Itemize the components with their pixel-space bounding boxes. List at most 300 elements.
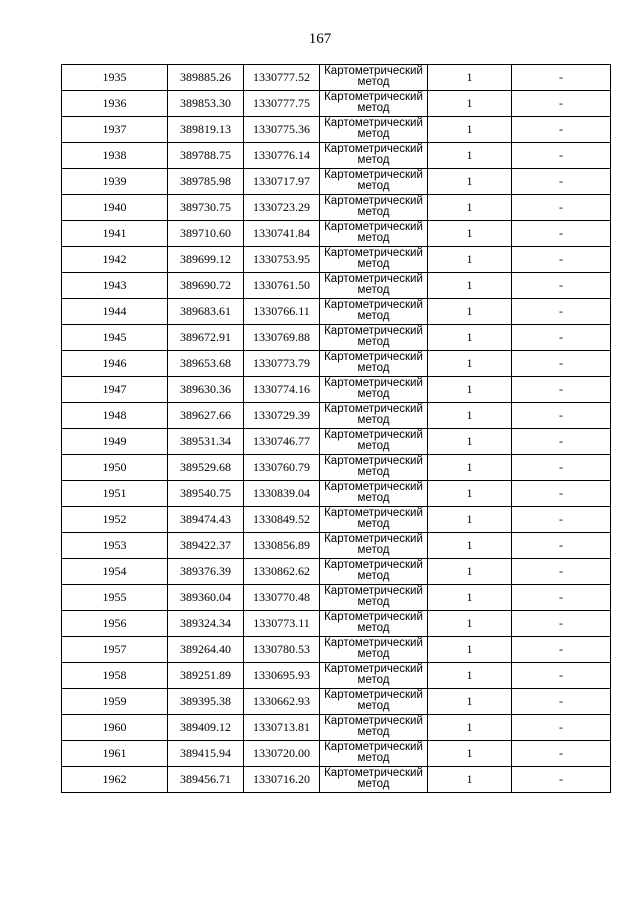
- method-line2-text: метод: [357, 466, 390, 478]
- id-text: 1940: [102, 200, 127, 214]
- note-text: -: [559, 460, 563, 474]
- y-coordinate-cell: [244, 585, 320, 611]
- point-number-cell: [62, 65, 168, 91]
- y-coordinate-cell: [244, 507, 320, 533]
- x-text: 389788.75: [180, 148, 231, 162]
- method-line1-text: Картометрический: [324, 65, 423, 77]
- method-line2-text: метод: [357, 284, 390, 296]
- table-row: [62, 65, 611, 91]
- y-text: 1330761.50: [253, 278, 310, 292]
- method-cell: [320, 455, 428, 481]
- accuracy-text: 1: [466, 668, 473, 682]
- accuracy-text: 1: [466, 356, 473, 370]
- y-text: 1330856.89: [253, 538, 310, 552]
- note-text: -: [559, 772, 563, 786]
- table-row: [62, 767, 611, 793]
- accuracy-cell: [428, 195, 512, 221]
- method-cell: [320, 273, 428, 299]
- y-coordinate-cell: [244, 299, 320, 325]
- note-cell: [512, 481, 611, 507]
- y-coordinate-cell: [244, 247, 320, 273]
- x-coordinate-cell: [168, 247, 244, 273]
- accuracy-cell: [428, 481, 512, 507]
- accuracy-cell: [428, 403, 512, 429]
- x-text: 389395.38: [180, 694, 231, 708]
- accuracy-cell: [428, 91, 512, 117]
- accuracy-cell: [428, 663, 512, 689]
- y-coordinate-cell: [244, 143, 320, 169]
- x-text: 389474.43: [180, 512, 231, 526]
- y-text: 1330760.79: [253, 460, 310, 474]
- accuracy-text: 1: [466, 772, 473, 786]
- y-coordinate-cell: [244, 403, 320, 429]
- table-row: [62, 585, 611, 611]
- point-number-cell: [62, 767, 168, 793]
- accuracy-cell: [428, 585, 512, 611]
- table-row: [62, 299, 611, 325]
- method-cell: [320, 169, 428, 195]
- x-coordinate-cell: [168, 195, 244, 221]
- method-line2-text: метод: [357, 440, 390, 452]
- y-text: 1330849.52: [253, 512, 310, 526]
- table-row: [62, 663, 611, 689]
- accuracy-text: 1: [466, 382, 473, 396]
- method-line2-text: метод: [357, 596, 390, 608]
- y-text: 1330662.93: [253, 694, 310, 708]
- page-number: 167: [308, 31, 332, 47]
- accuracy-text: 1: [466, 174, 473, 188]
- method-cell: [320, 65, 428, 91]
- y-coordinate-cell: [244, 533, 320, 559]
- method-cell: [320, 559, 428, 585]
- method-line1-text: Картометрический: [324, 325, 423, 337]
- table-row: [62, 325, 611, 351]
- y-text: 1330729.39: [253, 408, 310, 422]
- note-cell: [512, 767, 611, 793]
- method-line2-text: метод: [357, 492, 390, 504]
- note-cell: [512, 533, 611, 559]
- note-text: -: [559, 356, 563, 370]
- y-coordinate-cell: [244, 429, 320, 455]
- y-text: 1330777.52: [253, 70, 310, 84]
- note-text: -: [559, 668, 563, 682]
- table-row: [62, 273, 611, 299]
- table-row: [62, 169, 611, 195]
- accuracy-cell: [428, 65, 512, 91]
- accuracy-text: 1: [466, 486, 473, 500]
- y-text: 1330769.88: [253, 330, 310, 344]
- x-text: 389699.12: [180, 252, 231, 266]
- accuracy-text: 1: [466, 434, 473, 448]
- y-coordinate-cell: [244, 611, 320, 637]
- method-line2-text: метод: [357, 258, 390, 270]
- note-cell: [512, 585, 611, 611]
- y-text: 1330770.48: [253, 590, 310, 604]
- table-row: [62, 689, 611, 715]
- y-text: 1330775.36: [253, 122, 310, 136]
- method-line1-text: Картометрический: [324, 299, 423, 311]
- note-text: -: [559, 746, 563, 760]
- x-coordinate-cell: [168, 663, 244, 689]
- accuracy-cell: [428, 741, 512, 767]
- method-line2-text: метод: [357, 362, 390, 374]
- y-text: 1330746.77: [253, 434, 310, 448]
- id-text: 1943: [102, 278, 127, 292]
- table-row: [62, 507, 611, 533]
- accuracy-text: 1: [466, 746, 473, 760]
- note-cell: [512, 169, 611, 195]
- table-row: [62, 143, 611, 169]
- note-cell: [512, 715, 611, 741]
- accuracy-text: 1: [466, 148, 473, 162]
- accuracy-text: 1: [466, 226, 473, 240]
- method-line2-text: метод: [357, 570, 390, 582]
- method-line2-text: метод: [357, 154, 390, 166]
- table-row: [62, 533, 611, 559]
- table-row: [62, 247, 611, 273]
- accuracy-cell: [428, 689, 512, 715]
- x-coordinate-cell: [168, 611, 244, 637]
- x-coordinate-cell: [168, 741, 244, 767]
- method-line1-text: Картометрический: [324, 533, 423, 545]
- method-cell: [320, 585, 428, 611]
- method-line2-text: метод: [357, 414, 390, 426]
- y-coordinate-cell: [244, 715, 320, 741]
- note-text: -: [559, 148, 563, 162]
- y-text: 1330766.11: [253, 304, 310, 318]
- method-line2-text: метод: [357, 674, 390, 686]
- x-coordinate-cell: [168, 767, 244, 793]
- y-coordinate-cell: [244, 117, 320, 143]
- x-coordinate-cell: [168, 559, 244, 585]
- id-text: 1946: [102, 356, 127, 370]
- accuracy-text: 1: [466, 252, 473, 266]
- id-text: 1958: [102, 668, 127, 682]
- note-cell: [512, 507, 611, 533]
- method-line1-text: Картометрический: [324, 351, 423, 363]
- point-number-cell: [62, 741, 168, 767]
- method-line2-text: метод: [357, 544, 390, 556]
- accuracy-cell: [428, 377, 512, 403]
- x-text: 389251.89: [180, 668, 231, 682]
- x-coordinate-cell: [168, 455, 244, 481]
- note-cell: [512, 637, 611, 663]
- note-text: -: [559, 720, 563, 734]
- method-line1-text: Картометрический: [324, 481, 423, 493]
- note-cell: [512, 559, 611, 585]
- method-cell: [320, 247, 428, 273]
- note-text: -: [559, 590, 563, 604]
- method-line2-text: метод: [357, 232, 390, 244]
- note-text: -: [559, 382, 563, 396]
- point-number-cell: [62, 559, 168, 585]
- y-text: 1330695.93: [253, 668, 310, 682]
- point-number-cell: [62, 169, 168, 195]
- accuracy-text: 1: [466, 278, 473, 292]
- method-line1-text: Картометрический: [324, 715, 423, 727]
- accuracy-cell: [428, 169, 512, 195]
- accuracy-text: 1: [466, 200, 473, 214]
- note-text: -: [559, 96, 563, 110]
- note-text: -: [559, 564, 563, 578]
- method-line1-text: Картометрический: [324, 663, 423, 675]
- y-text: 1330720.00: [253, 746, 310, 760]
- y-text: 1330780.53: [253, 642, 310, 656]
- id-text: 1947: [102, 382, 127, 396]
- method-line1-text: Картометрический: [324, 741, 423, 753]
- note-text: -: [559, 512, 563, 526]
- method-line1-text: Картометрический: [324, 637, 423, 649]
- note-cell: [512, 741, 611, 767]
- y-text: 1330773.11: [253, 616, 310, 630]
- y-coordinate-cell: [244, 455, 320, 481]
- x-coordinate-cell: [168, 221, 244, 247]
- table-row: [62, 741, 611, 767]
- method-cell: [320, 325, 428, 351]
- note-cell: [512, 117, 611, 143]
- point-number-cell: [62, 377, 168, 403]
- accuracy-text: 1: [466, 122, 473, 136]
- accuracy-text: 1: [466, 720, 473, 734]
- y-coordinate-cell: [244, 377, 320, 403]
- x-coordinate-cell: [168, 585, 244, 611]
- note-text: -: [559, 330, 563, 344]
- accuracy-cell: [428, 767, 512, 793]
- method-cell: [320, 403, 428, 429]
- method-cell: [320, 637, 428, 663]
- point-number-cell: [62, 715, 168, 741]
- method-line2-text: метод: [357, 518, 390, 530]
- method-cell: [320, 481, 428, 507]
- id-text: 1961: [102, 746, 127, 760]
- accuracy-text: 1: [466, 96, 473, 110]
- note-text: -: [559, 408, 563, 422]
- accuracy-text: 1: [466, 616, 473, 630]
- table-row: [62, 559, 611, 585]
- point-number-cell: [62, 403, 168, 429]
- x-text: 389683.61: [180, 304, 231, 318]
- y-coordinate-cell: [244, 351, 320, 377]
- y-coordinate-cell: [244, 663, 320, 689]
- method-cell: [320, 429, 428, 455]
- point-number-cell: [62, 351, 168, 377]
- x-text: 389672.91: [180, 330, 231, 344]
- note-cell: [512, 455, 611, 481]
- x-text: 389264.40: [180, 642, 231, 656]
- table-row: [62, 455, 611, 481]
- id-text: 1941: [102, 226, 127, 240]
- y-coordinate-cell: [244, 767, 320, 793]
- method-line1-text: Картометрический: [324, 429, 423, 441]
- method-cell: [320, 143, 428, 169]
- id-text: 1957: [102, 642, 127, 656]
- method-line1-text: Картометрический: [324, 377, 423, 389]
- id-text: 1962: [102, 772, 127, 786]
- accuracy-cell: [428, 559, 512, 585]
- x-text: 389885.26: [180, 70, 231, 84]
- x-coordinate-cell: [168, 273, 244, 299]
- method-line1-text: Картометрический: [324, 403, 423, 415]
- x-text: 389360.04: [180, 590, 231, 604]
- x-text: 389853.30: [180, 96, 231, 110]
- note-text: -: [559, 226, 563, 240]
- note-cell: [512, 377, 611, 403]
- point-number-cell: [62, 247, 168, 273]
- method-cell: [320, 533, 428, 559]
- y-coordinate-cell: [244, 169, 320, 195]
- x-text: 389540.75: [180, 486, 231, 500]
- method-cell: [320, 611, 428, 637]
- id-text: 1949: [102, 434, 127, 448]
- x-coordinate-cell: [168, 481, 244, 507]
- note-cell: [512, 403, 611, 429]
- method-cell: [320, 299, 428, 325]
- y-coordinate-cell: [244, 273, 320, 299]
- id-text: 1935: [102, 70, 127, 84]
- table-row: [62, 637, 611, 663]
- method-line2-text: метод: [357, 388, 390, 400]
- coordinates-table: [61, 64, 611, 793]
- method-line2-text: метод: [357, 752, 390, 764]
- y-text: 1330777.75: [253, 96, 310, 110]
- note-text: -: [559, 616, 563, 630]
- x-coordinate-cell: [168, 91, 244, 117]
- id-text: 1938: [102, 148, 127, 162]
- accuracy-cell: [428, 221, 512, 247]
- id-text: 1939: [102, 174, 127, 188]
- point-number-cell: [62, 533, 168, 559]
- note-cell: [512, 299, 611, 325]
- method-line1-text: Картометрический: [324, 221, 423, 233]
- y-coordinate-cell: [244, 221, 320, 247]
- accuracy-cell: [428, 715, 512, 741]
- note-cell: [512, 195, 611, 221]
- note-text: -: [559, 694, 563, 708]
- point-number-cell: [62, 637, 168, 663]
- accuracy-text: 1: [466, 512, 473, 526]
- accuracy-cell: [428, 611, 512, 637]
- method-cell: [320, 741, 428, 767]
- method-line1-text: Картометрический: [324, 117, 423, 129]
- y-coordinate-cell: [244, 559, 320, 585]
- id-text: 1951: [102, 486, 127, 500]
- y-coordinate-cell: [244, 65, 320, 91]
- point-number-cell: [62, 429, 168, 455]
- x-text: 389415.94: [180, 746, 231, 760]
- x-coordinate-cell: [168, 637, 244, 663]
- y-coordinate-cell: [244, 741, 320, 767]
- x-coordinate-cell: [168, 429, 244, 455]
- y-text: 1330723.29: [253, 200, 310, 214]
- x-text: 389531.34: [180, 434, 231, 448]
- x-coordinate-cell: [168, 169, 244, 195]
- table-row: [62, 611, 611, 637]
- note-cell: [512, 143, 611, 169]
- method-line2-text: метод: [357, 726, 390, 738]
- accuracy-cell: [428, 273, 512, 299]
- x-text: 389627.66: [180, 408, 231, 422]
- accuracy-cell: [428, 117, 512, 143]
- y-text: 1330839.04: [253, 486, 310, 500]
- point-number-cell: [62, 299, 168, 325]
- accuracy-cell: [428, 637, 512, 663]
- y-coordinate-cell: [244, 637, 320, 663]
- y-text: 1330773.79: [253, 356, 310, 370]
- method-line2-text: метод: [357, 700, 390, 712]
- method-line1-text: Картометрический: [324, 195, 423, 207]
- method-line2-text: метод: [357, 102, 390, 114]
- point-number-cell: [62, 689, 168, 715]
- method-line2-text: метод: [357, 648, 390, 660]
- id-text: 1936: [102, 96, 127, 110]
- note-text: -: [559, 642, 563, 656]
- point-number-cell: [62, 455, 168, 481]
- point-number-cell: [62, 325, 168, 351]
- id-text: 1937: [102, 122, 127, 136]
- id-text: 1942: [102, 252, 127, 266]
- note-text: -: [559, 434, 563, 448]
- method-cell: [320, 91, 428, 117]
- id-text: 1954: [102, 564, 127, 578]
- method-line2-text: метод: [357, 622, 390, 634]
- accuracy-text: 1: [466, 694, 473, 708]
- id-text: 1944: [102, 304, 127, 318]
- note-text: -: [559, 278, 563, 292]
- x-text: 389422.37: [180, 538, 231, 552]
- point-number-cell: [62, 663, 168, 689]
- x-text: 389456.71: [180, 772, 231, 786]
- x-coordinate-cell: [168, 689, 244, 715]
- method-cell: [320, 715, 428, 741]
- id-text: 1953: [102, 538, 127, 552]
- accuracy-cell: [428, 351, 512, 377]
- method-line2-text: метод: [357, 180, 390, 192]
- method-line1-text: Картометрический: [324, 143, 423, 155]
- accuracy-text: 1: [466, 564, 473, 578]
- point-number-cell: [62, 117, 168, 143]
- y-text: 1330741.84: [253, 226, 310, 240]
- method-cell: [320, 377, 428, 403]
- accuracy-text: 1: [466, 304, 473, 318]
- method-line2-text: метод: [357, 336, 390, 348]
- y-coordinate-cell: [244, 481, 320, 507]
- id-text: 1956: [102, 616, 127, 630]
- method-line1-text: Картометрический: [324, 91, 423, 103]
- method-line1-text: Картометрический: [324, 455, 423, 467]
- note-text: -: [559, 200, 563, 214]
- method-cell: [320, 117, 428, 143]
- table-row: [62, 715, 611, 741]
- table-row: [62, 221, 611, 247]
- accuracy-cell: [428, 143, 512, 169]
- note-text: -: [559, 538, 563, 552]
- method-line1-text: Картометрический: [324, 767, 423, 779]
- x-coordinate-cell: [168, 403, 244, 429]
- x-coordinate-cell: [168, 533, 244, 559]
- accuracy-text: 1: [466, 70, 473, 84]
- x-coordinate-cell: [168, 715, 244, 741]
- y-text: 1330774.16: [253, 382, 310, 396]
- accuracy-text: 1: [466, 330, 473, 344]
- accuracy-cell: [428, 325, 512, 351]
- point-number-cell: [62, 91, 168, 117]
- table-row: [62, 117, 611, 143]
- accuracy-cell: [428, 247, 512, 273]
- table-row: [62, 481, 611, 507]
- note-cell: [512, 663, 611, 689]
- note-text: -: [559, 122, 563, 136]
- method-line1-text: Картометрический: [324, 507, 423, 519]
